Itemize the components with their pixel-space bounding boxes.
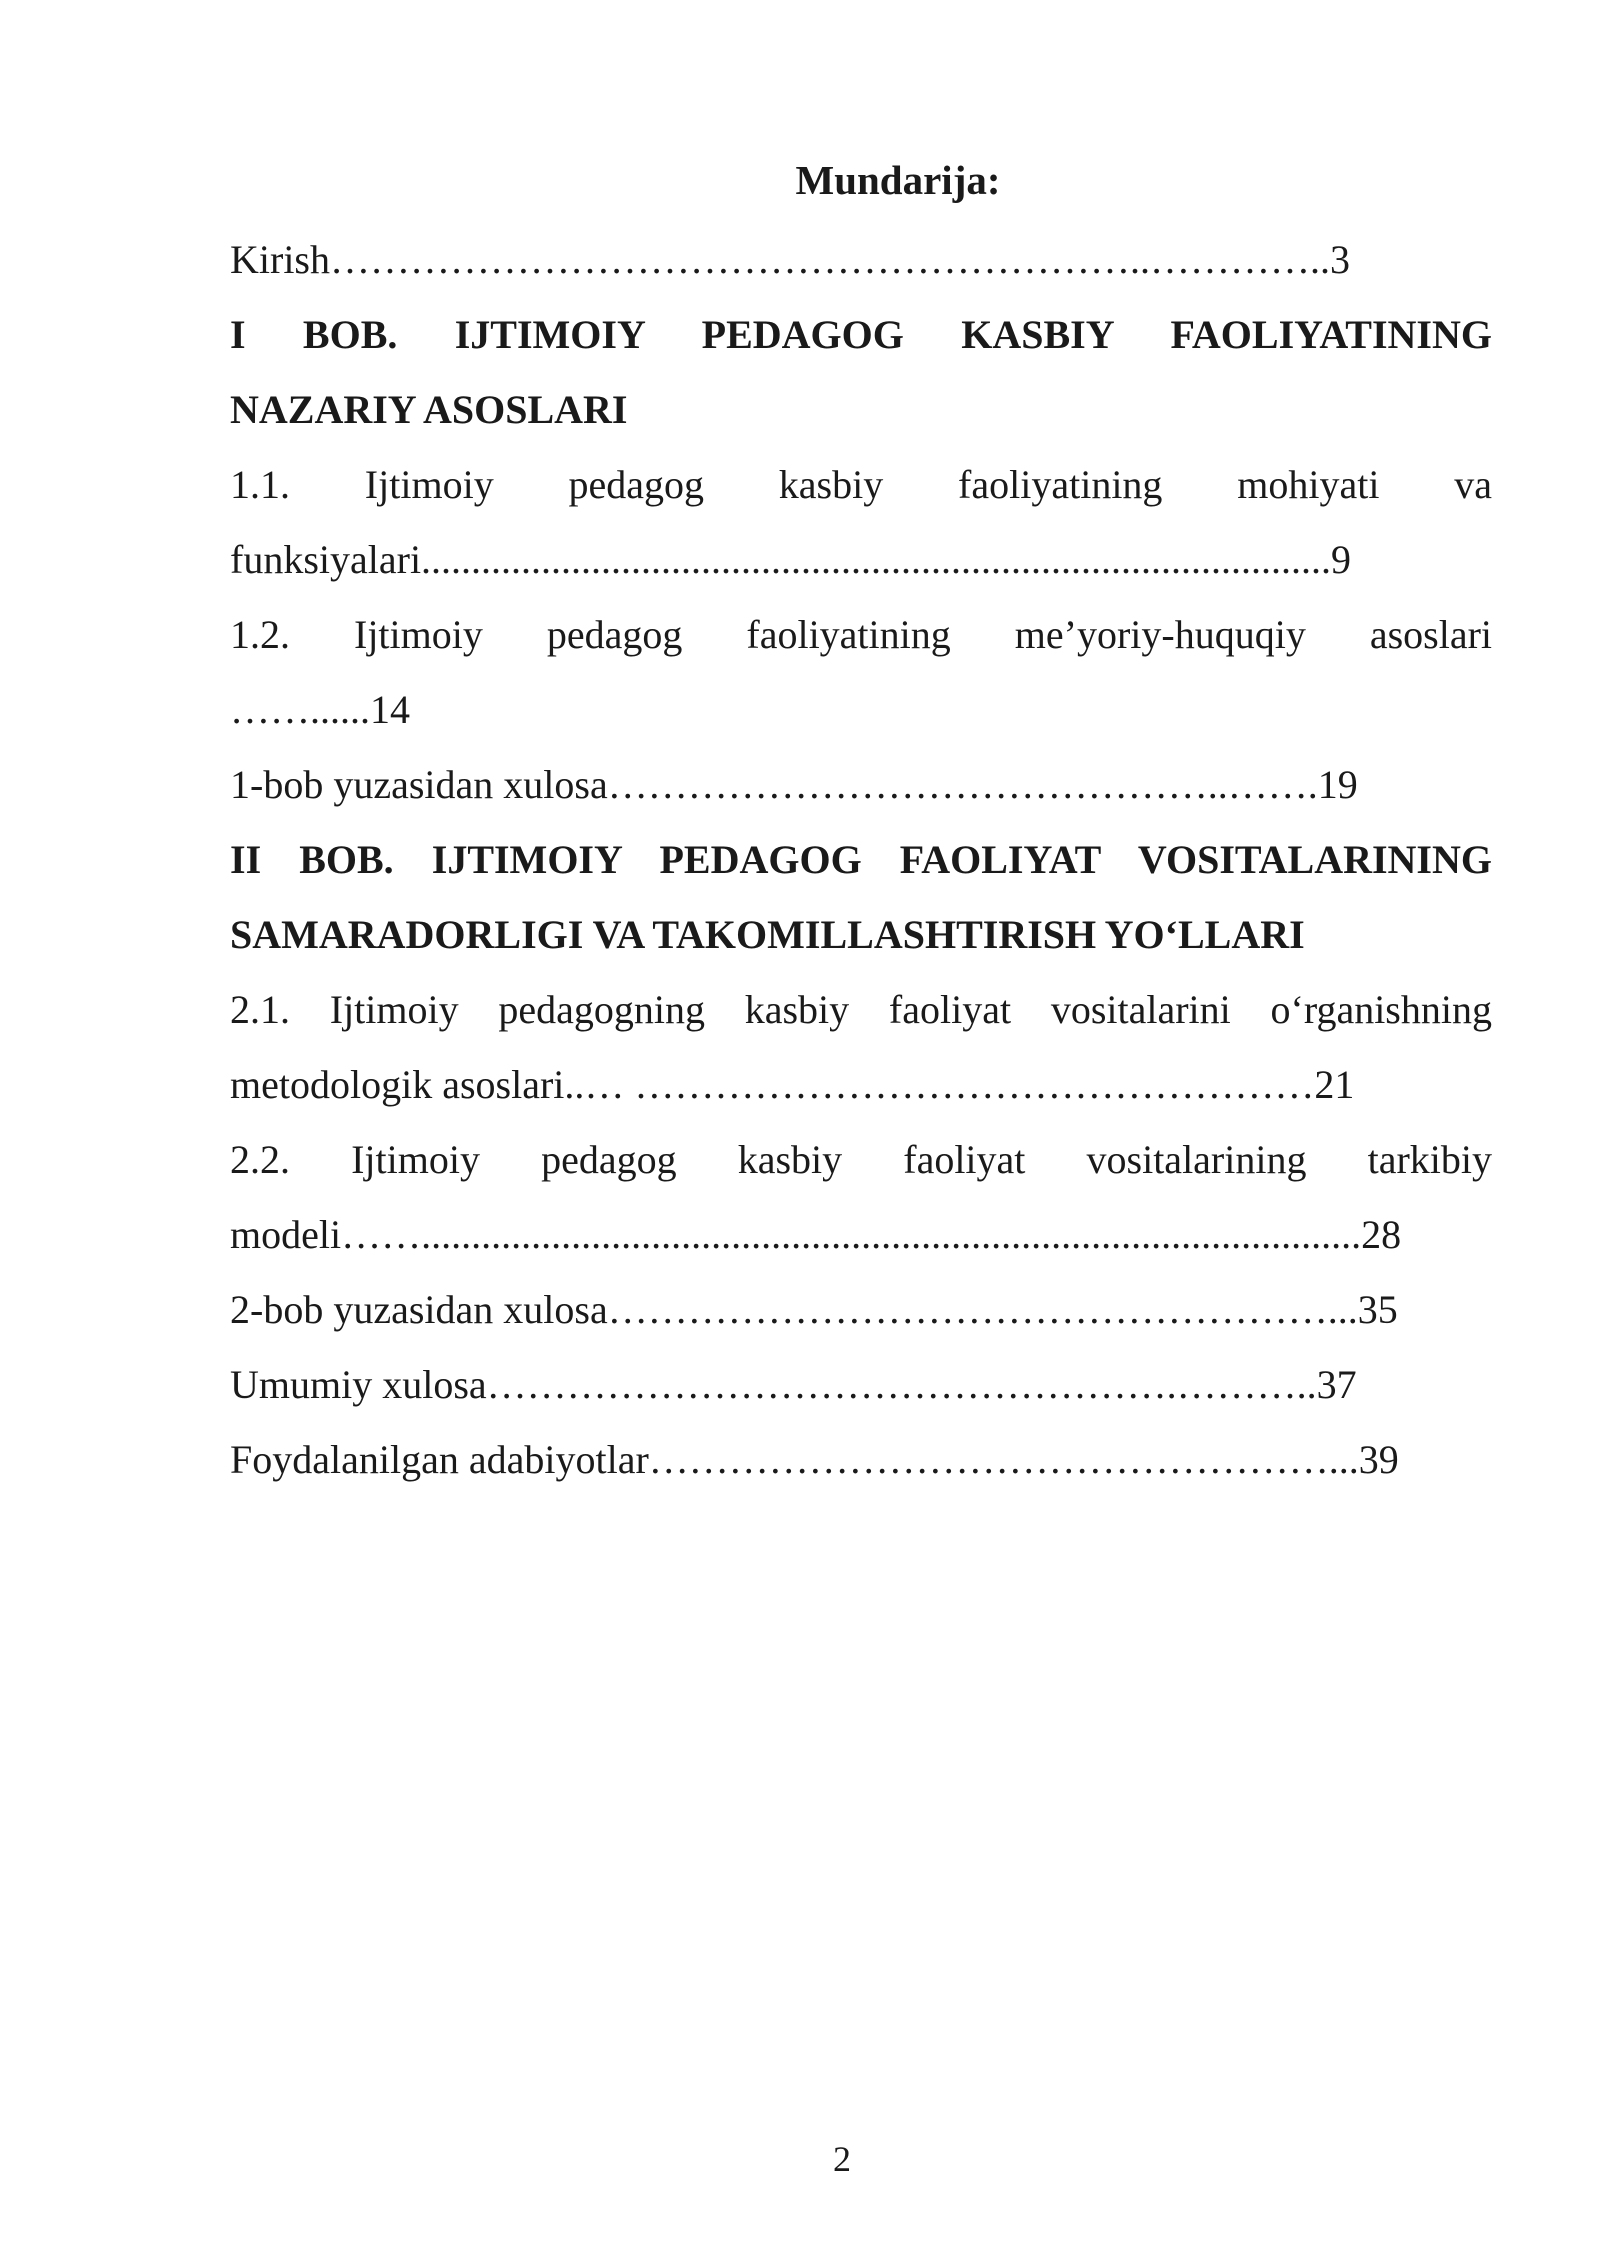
toc-entry-references: Foydalanilgan adabiyotlar……………………………………………...39 — [230, 1437, 1399, 1482]
toc-entry-1-2-cont: ……......14 — [230, 687, 410, 732]
toc-entry-1-1-cont: funksiyalari...........................................................................................9 — [230, 537, 1352, 582]
toc-chapter-2-heading: II BOB. IJTIMOIY PEDAGOG FAOLIYAT VOSITALARINING — [230, 837, 1492, 882]
toc-entry-2-2-cont: modeli……..............................................................................................28 — [230, 1212, 1402, 1257]
toc-entry-2-2: 2.2. Ijtimoiy pedagog kasbiy faoliyat vositalarining tarkibiy — [230, 1137, 1492, 1182]
page-number: 2 — [833, 2139, 851, 2179]
toc-entry-kirish: Kirish……………………………………………………..…………..3 — [230, 237, 1350, 282]
toc-entry-1-1: 1.1. Ijtimoiy pedagog kasbiy faoliyatining mohiyati va — [230, 462, 1492, 507]
table-of-contents — [230, 222, 1492, 1497]
toc-chapter-1-heading-cont: NAZARIY ASOSLARI — [230, 387, 628, 432]
toc-chapter-2-heading-cont: SAMARADORLIGI VA TAKOMILLASHTIRISH YO‘LLARI — [230, 912, 1305, 957]
page-title: Mundarija: — [795, 157, 1001, 203]
toc-entry-general-conclusion: Umumiy xulosa…………………………………………….………..37 — [230, 1362, 1357, 1407]
toc-entry-2-1-cont: metodologik asoslari..… ……………………………………………21 — [230, 1062, 1355, 1107]
toc-entry-chapter-2-conclusion: 2-bob yuzasidan xulosa………………………………………………...35 — [230, 1287, 1398, 1332]
toc-entry-chapter-1-conclusion: 1-bob yuzasidan xulosa………………………………………..…….19 — [230, 762, 1358, 807]
toc-chapter-1-heading: I BOB. IJTIMOIY PEDAGOG KASBIY FAOLIYATINING — [230, 312, 1492, 357]
toc-entry-1-2: 1.2. Ijtimoiy pedagog faoliyatining me’yoriy-huquqiy asoslari — [230, 612, 1492, 657]
toc-entry-2-1: 2.1. Ijtimoiy pedagogning kasbiy faoliyat vositalarini o‘rganishning — [230, 987, 1492, 1032]
